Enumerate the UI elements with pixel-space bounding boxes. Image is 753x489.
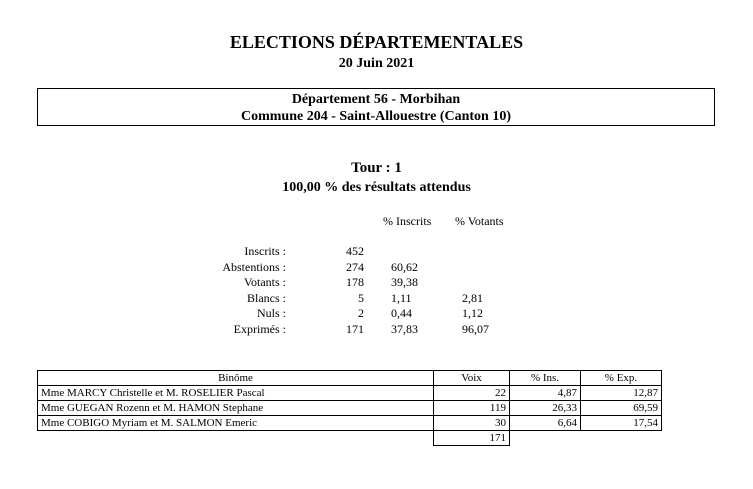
header-binome: Binôme xyxy=(38,371,434,386)
header-pct-exp: % Exp. xyxy=(581,371,662,386)
binome-cell: Mme MARCY Christelle et M. ROSELIER Pascal xyxy=(38,386,434,401)
location-box xyxy=(37,88,715,126)
total-voix-cell: 171 xyxy=(434,431,510,446)
pct-ins-cell: 6,64 xyxy=(510,416,581,431)
commune-label: Commune 204 - Saint-Allouestre (Canton 10) xyxy=(240,109,511,124)
header-pct-ins: % Ins. xyxy=(510,371,581,386)
stat-label: Votants : xyxy=(243,275,286,289)
departement-label: Département 56 - Morbihan xyxy=(291,92,461,107)
pct-ins-cell: 4,87 xyxy=(510,386,581,401)
voix-cell: 30 xyxy=(434,416,510,431)
blank-cell xyxy=(581,431,662,446)
table-row xyxy=(38,386,662,401)
stat-pct-inscrits: 39,38 xyxy=(391,275,418,289)
stat-pct-votants: 1,12 xyxy=(462,306,483,320)
table-row xyxy=(38,401,662,416)
col-header-pct-inscrits: % Inscrits xyxy=(383,214,432,228)
header-voix: Voix xyxy=(434,371,510,386)
stat-value: 171 xyxy=(346,322,364,336)
results-header-row xyxy=(38,371,662,386)
binome-cell: Mme COBIGO Myriam et M. SALMON Emeric xyxy=(38,416,434,431)
stat-pct-votants: 96,07 xyxy=(462,322,489,336)
stat-pct-inscrits: 0,44 xyxy=(391,306,412,320)
voix-cell: 22 xyxy=(434,386,510,401)
stat-pct-votants: 2,81 xyxy=(462,291,483,305)
pct-exp-cell: 12,87 xyxy=(581,386,662,401)
stat-value: 452 xyxy=(346,244,364,258)
results-expected-label: 100,00 % des résultats attendus xyxy=(282,180,471,195)
col-header-pct-votants: % Votants xyxy=(455,214,504,228)
stat-label: Exprimés : xyxy=(233,322,286,336)
total-row xyxy=(38,431,662,446)
tour-label: Tour : 1 xyxy=(351,160,402,176)
pct-exp-cell: 17,54 xyxy=(581,416,662,431)
stat-label: Inscrits : xyxy=(244,244,286,258)
stat-label: Nuls : xyxy=(256,306,286,320)
stat-label: Blancs : xyxy=(247,291,286,305)
blank-cell xyxy=(38,431,434,446)
voix-cell: 119 xyxy=(434,401,510,416)
stat-pct-inscrits: 37,83 xyxy=(391,322,418,336)
table-row xyxy=(38,416,662,431)
blank-cell xyxy=(510,431,581,446)
stat-value: 178 xyxy=(346,275,364,289)
results-table xyxy=(37,370,662,446)
page-title: ELECTIONS DÉPARTEMENTALES xyxy=(229,32,524,52)
stat-value: 5 xyxy=(358,291,364,305)
pct-ins-cell: 26,33 xyxy=(510,401,581,416)
binome-cell: Mme GUEGAN Rozenn et M. HAMON Stephane xyxy=(38,401,434,416)
stat-label: Abstentions : xyxy=(222,260,286,274)
stat-value: 2 xyxy=(358,306,364,320)
stat-pct-inscrits: 60,62 xyxy=(391,260,418,274)
stat-value: 274 xyxy=(346,260,364,274)
stat-pct-inscrits: 1,11 xyxy=(391,291,412,305)
election-date: 20 Juin 2021 xyxy=(338,56,415,71)
pct-exp-cell: 69,59 xyxy=(581,401,662,416)
